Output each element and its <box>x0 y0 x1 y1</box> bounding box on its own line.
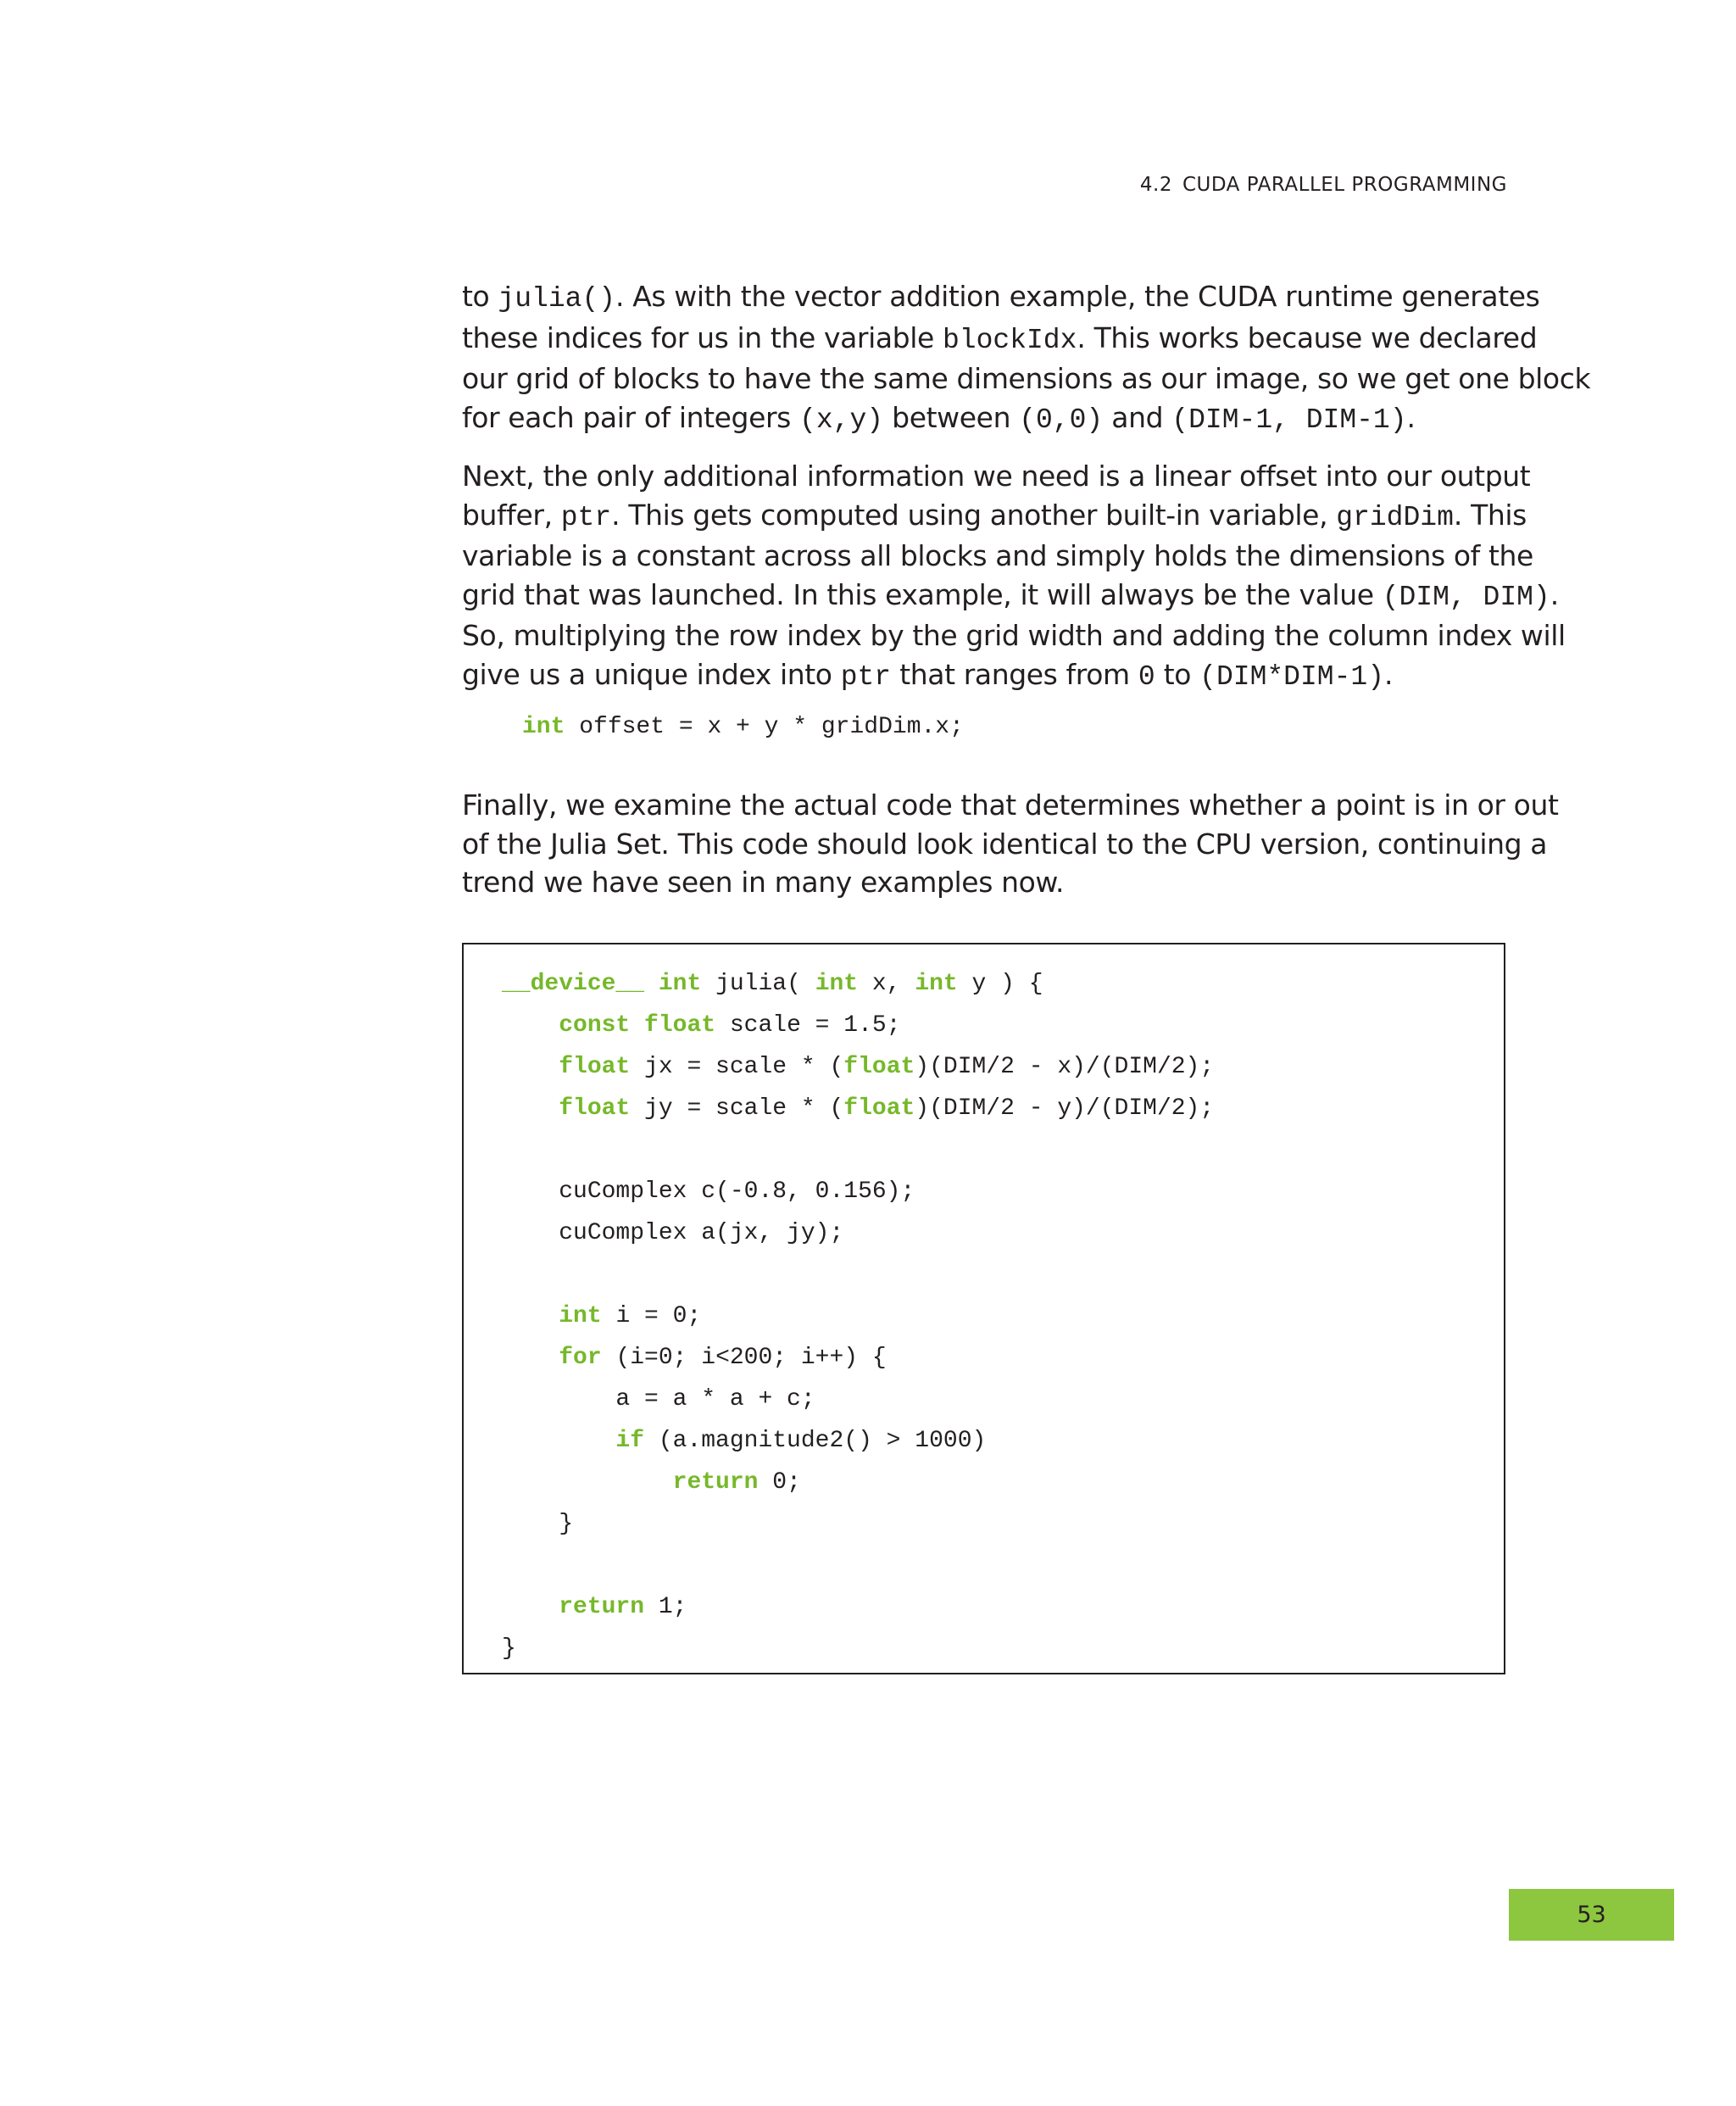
inline-code-run: (DIM*DIM-1) <box>1199 660 1384 693</box>
text-run: So, multiplying the row index by the grid width and adding the column index will <box>462 619 1566 653</box>
text-line <box>462 496 1527 538</box>
code-keyword: int <box>522 714 565 740</box>
code-line <box>502 1046 1214 1088</box>
text-run: that ranges from <box>891 657 1138 691</box>
inline-code-run: (x,y) <box>799 404 884 436</box>
text-run: . This <box>1453 498 1527 532</box>
code-text <box>502 1594 559 1620</box>
code-keyword: return <box>559 1594 645 1620</box>
code-line <box>502 1337 1214 1379</box>
code-keyword: float <box>559 1095 631 1122</box>
code-text: a = a * a + c; <box>502 1386 815 1412</box>
inline-code-run: julia() <box>498 283 616 315</box>
code-keyword: float <box>559 1054 631 1080</box>
text-line <box>462 655 1513 697</box>
text-run: grid that was launched. In this example, it will always be the value <box>462 577 1383 611</box>
code-keyword: return <box>672 1469 759 1496</box>
inline-code-run: ptr <box>560 501 612 533</box>
code-keyword: float <box>843 1095 915 1122</box>
code-line <box>502 1586 1214 1628</box>
text-line <box>462 825 1548 864</box>
code-keyword: float <box>644 1012 716 1039</box>
code-keyword: float <box>843 1054 915 1080</box>
section-title: CUDA PARALLEL PROGRAMMING <box>1182 174 1507 196</box>
code-text: } <box>502 1635 516 1662</box>
text-line <box>462 863 1513 902</box>
inline-code-run: (DIM, DIM) <box>1382 581 1550 613</box>
text-run: Finally, we examine the actual code that determines whether a point is in or out <box>462 788 1559 822</box>
text-line <box>462 398 1513 440</box>
inline-code-run: gridDim <box>1336 501 1454 533</box>
code-text: x, <box>858 971 915 997</box>
code-text <box>502 1012 559 1039</box>
inline-code-run: (DIM-1, DIM-1) <box>1171 404 1407 436</box>
code-line <box>502 1545 1214 1586</box>
code-listing-box <box>462 943 1505 1674</box>
code-keyword: if <box>615 1428 645 1454</box>
text-run: . <box>1384 657 1394 691</box>
page-number-tab <box>1509 1889 1674 1941</box>
text-line <box>462 786 1559 825</box>
text-run: variable is a constant across all blocks and simply holds the dimensions of the <box>462 539 1533 573</box>
section-number: 4.2 <box>1139 174 1172 196</box>
code-text: 1; <box>644 1594 687 1620</box>
code-listing <box>502 963 1214 1669</box>
running-header <box>1138 174 1507 196</box>
code-line <box>502 1129 1214 1171</box>
text-line <box>462 319 1538 360</box>
code-keyword: __device__ <box>502 971 645 997</box>
text-line <box>462 457 1531 496</box>
code-line <box>502 1005 1214 1046</box>
code-line <box>502 963 1214 1005</box>
paragraph-2 <box>462 457 1566 697</box>
code-text: } <box>502 1511 574 1537</box>
paragraph-3 <box>462 786 1559 902</box>
code-text <box>502 1095 559 1122</box>
code-text <box>502 1428 615 1454</box>
text-run: . This gets computed using another built-in variable, <box>611 498 1337 532</box>
code-text: scale = 1.5; <box>715 1012 901 1039</box>
code-line <box>502 1503 1214 1545</box>
code-line <box>502 1212 1214 1254</box>
code-text: cuComplex c(-0.8, 0.156); <box>502 1178 915 1205</box>
paragraph-1 <box>462 277 1591 439</box>
code-line <box>502 1254 1214 1295</box>
text-run: . As with the vector addition example, the CUDA runtime generates <box>615 280 1540 313</box>
code-keyword: int <box>559 1303 602 1329</box>
text-run: give us a unique index into <box>462 657 841 691</box>
code-text <box>502 1303 559 1329</box>
text-run: for each pair of integers <box>462 400 800 434</box>
text-run: our grid of blocks to have the same dimensions as our image, so we get one block <box>462 362 1591 396</box>
code-text: offset = x + y * gridDim.x; <box>565 714 964 740</box>
code-line <box>502 1379 1214 1420</box>
code-text <box>644 971 659 997</box>
code-line <box>502 1462 1214 1503</box>
code-text: julia( <box>701 971 815 997</box>
code-text <box>502 1345 559 1371</box>
code-keyword: int <box>815 971 859 997</box>
text-run: to <box>462 280 498 313</box>
code-line <box>502 1420 1214 1462</box>
text-run: . This works because we declared <box>1077 320 1538 354</box>
text-run: these indices for us in the variable <box>462 320 943 354</box>
code-text: )(DIM/2 - x)/(DIM/2); <box>915 1054 1215 1080</box>
page-number: 53 <box>1577 1902 1606 1928</box>
code-text: (a.magnitude2() > 1000) <box>644 1428 987 1454</box>
text-run: . <box>1550 577 1559 611</box>
text-run: of the Julia Set. This code should look identical to the CPU version, continuing a <box>462 827 1548 861</box>
text-line <box>462 359 1591 398</box>
text-run: . <box>1406 400 1416 434</box>
text-line <box>462 277 1540 319</box>
text-line <box>462 576 1559 617</box>
text-run: and <box>1103 400 1172 434</box>
text-run: Next, the only additional information we need is a linear offset into our output <box>462 460 1531 493</box>
inline-code-run: ptr <box>840 660 892 693</box>
inline-code-run: (0,0) <box>1019 404 1104 436</box>
code-text <box>502 1469 673 1496</box>
code-keyword: for <box>559 1345 602 1371</box>
code-text: i = 0; <box>601 1303 702 1329</box>
code-text <box>630 1012 644 1039</box>
code-text: )(DIM/2 - y)/(DIM/2); <box>915 1095 1215 1122</box>
code-text: cuComplex a(jx, jy); <box>502 1220 844 1246</box>
code-line <box>502 1628 1214 1669</box>
code-text <box>502 1054 559 1080</box>
text-run: trend we have seen in many examples now. <box>462 866 1065 900</box>
code-text: y ) { <box>957 971 1043 997</box>
code-line <box>502 1088 1214 1129</box>
inline-code-run: blockIdx <box>942 324 1077 356</box>
text-run: between <box>883 400 1020 434</box>
code-text: (i=0; i<200; i++) { <box>601 1345 887 1371</box>
code-text: jy = scale * ( <box>630 1095 844 1122</box>
inline-code-run: 0 <box>1138 660 1155 693</box>
code-keyword: int <box>915 971 958 997</box>
text-run: to <box>1155 657 1200 691</box>
offset-code-snippet <box>522 712 964 743</box>
text-line <box>462 616 1566 655</box>
text-run: buffer, <box>462 498 561 532</box>
code-line <box>502 1171 1214 1212</box>
text-line <box>462 537 1533 576</box>
code-line <box>502 1295 1214 1337</box>
code-keyword: int <box>658 971 702 997</box>
code-keyword: const <box>559 1012 631 1039</box>
code-text: jx = scale * ( <box>630 1054 844 1080</box>
code-text: 0; <box>758 1469 801 1496</box>
